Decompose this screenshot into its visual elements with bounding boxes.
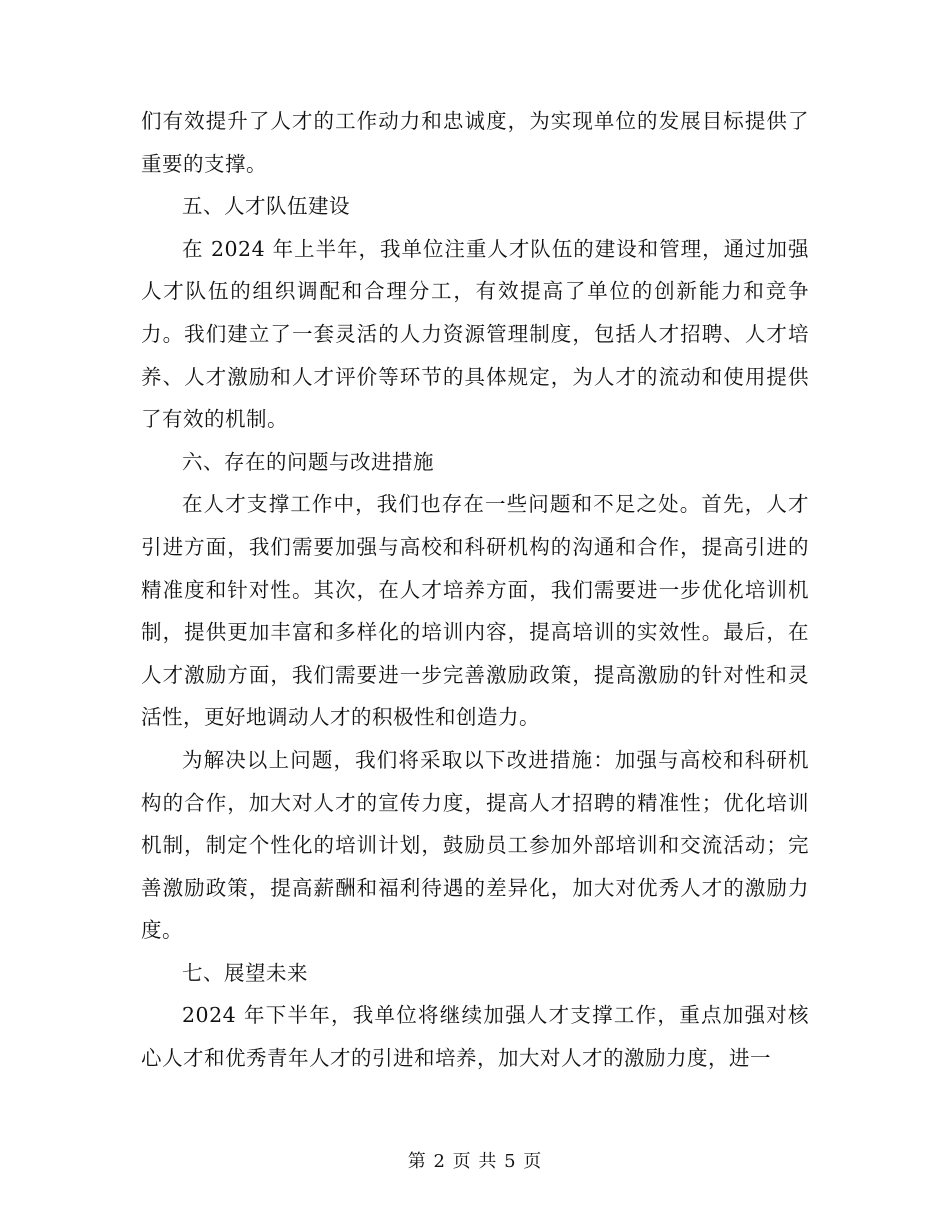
section-heading-outlook: 七、展望未来 [182,960,308,985]
paragraph-continuation: 们有效提升了人才的工作动力和忠诚度，为实现单位的发展目标提供了重要的支撑。 [141,109,809,176]
section-heading-talent-team: 五、人才队伍建设 [182,194,350,219]
section-heading-problems: 六、存在的问题与改进措施 [182,449,434,474]
document-body [141,100,809,1080]
page-footer: 第 2 页 共 5 页 [407,1151,543,1172]
paragraph-outlook: 2024 年下半年，我单位将继续加强人才支撑工作，重点加强对核心人才和优秀青年人才的引进和培养，加大对人才的激励力度，进一 [141,1003,809,1071]
paragraph-improvements: 为解决以上问题，我们将采取以下改进措施：加强与高校和科研机构的合作，加大对人才的宣传力度，提高人才招聘的精准性；优化培训机制，制定个性化的培训计划，鼓励员工参加外部培训和交流活动；完善激励政策，提高薪酬和福利待遇的差异化，加大对优秀人才的激励力度。 [141,747,809,943]
paragraph-talent-team: 在 2024 年上半年，我单位注重人才队伍的建设和管理，通过加强人才队伍的组织调配和合理分工，有效提高了单位的创新能力和竞争力。我们建立了一套灵活的人力资源管理制度，包括人才招聘、人才培养、人才激励和人才评价等环节的具体规定，为人才的流动和使用提供了有效的机制。 [141,236,809,432]
paragraph-problems: 在人才支撑工作中，我们也存在一些问题和不足之处。首先，人才引进方面，我们需要加强与高校和科研机构的沟通和合作，提高引进的精准度和针对性。其次，在人才培养方面，我们需要进一步优化培训机制，提供更加丰富和多样化的培训内容，提高培训的实效性。最后，在人才激励方面，我们需要进一步完善激励政策，提高激励的针对性和灵活性，更好地调动人才的积极性和创造力。 [141,492,809,730]
